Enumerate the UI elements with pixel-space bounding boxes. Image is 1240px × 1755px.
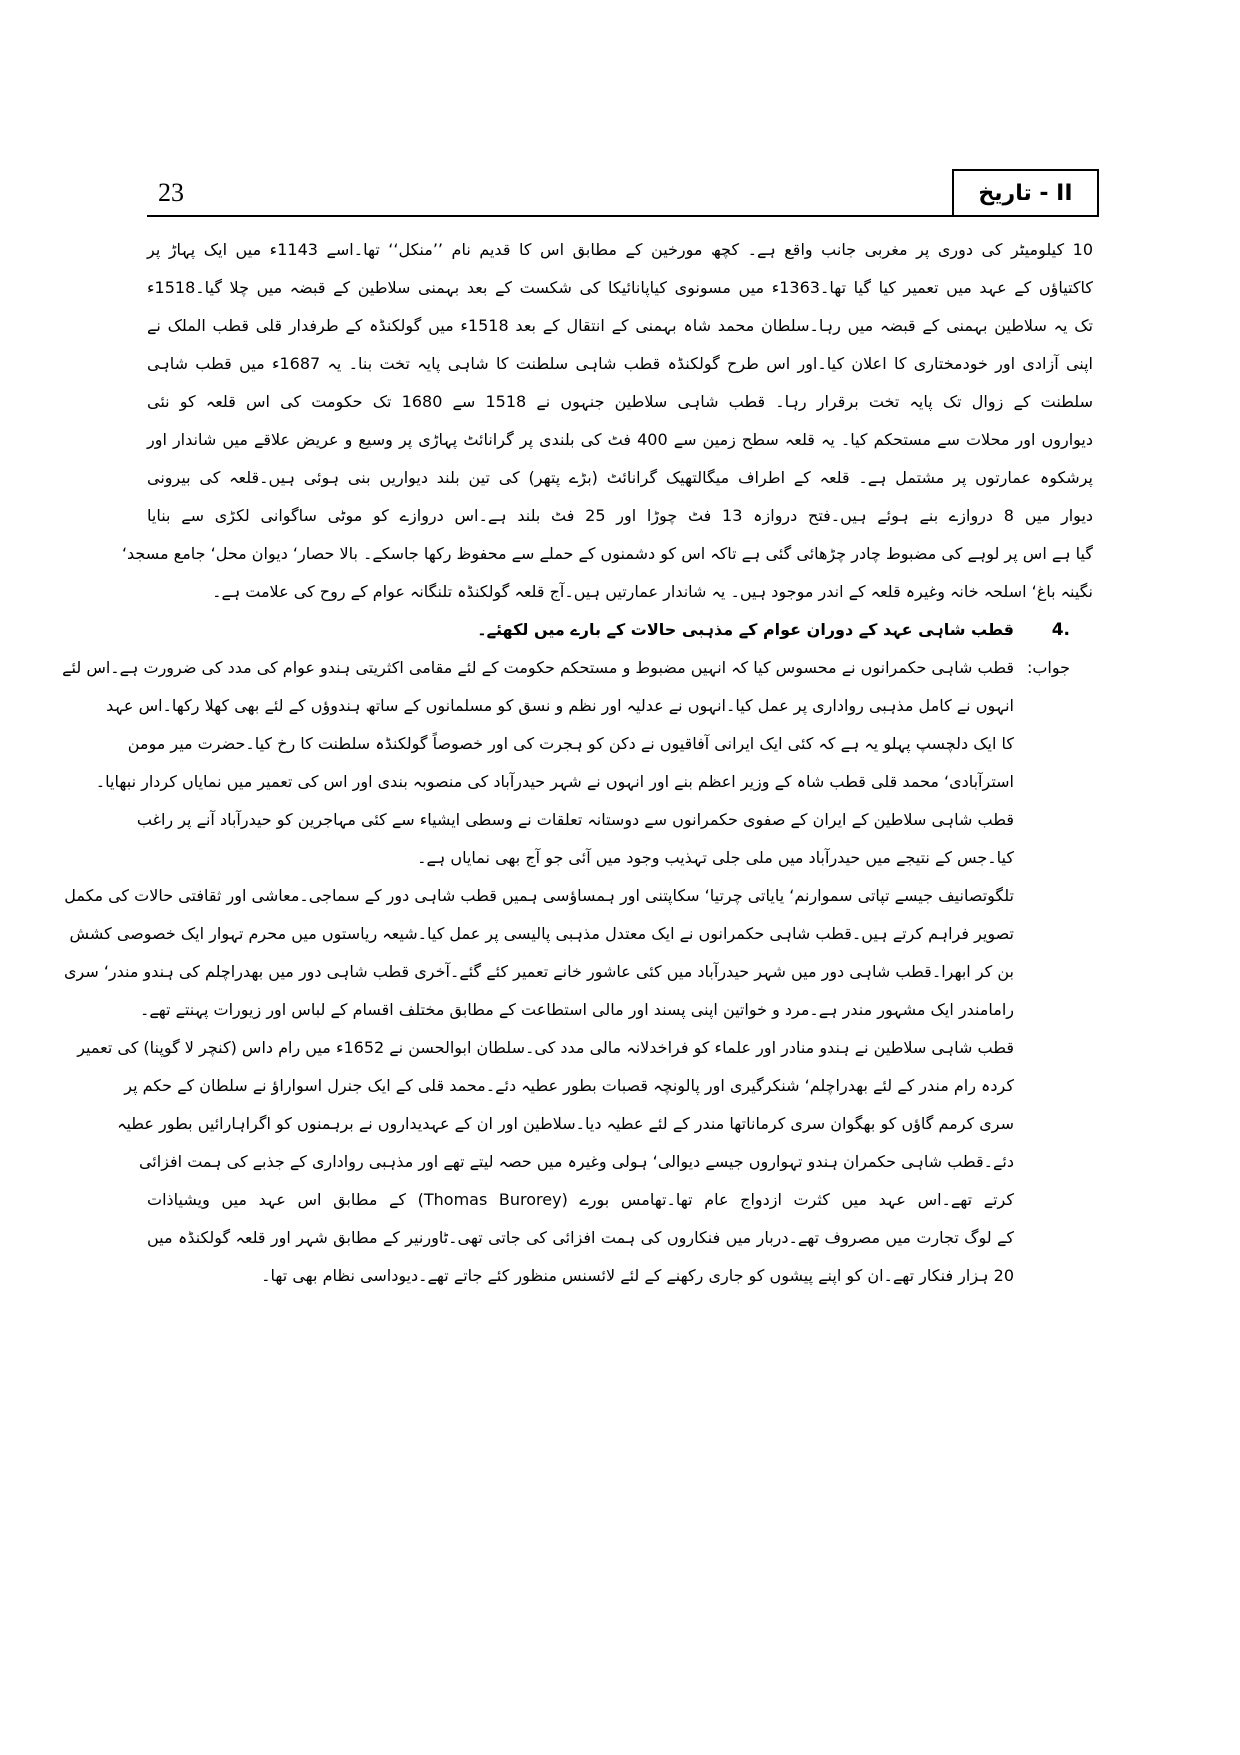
- answer-line: 20 ہزار فنکار تھے۔ان کو اپنے پیشوں کو جاری رکھنے کے لئے لائسنس منظور کئے جاتے تھے۔دیوداسی نظام بھی تھا۔: [261, 1266, 1014, 1285]
- continuation-line: گیا ہے اس پر لوہے کی مضبوط چادر چڑھائی گئی ہے تاکہ اس کو دشمنوں کے حملے سے محفوظ رکھا جاسکے۔ بالا حصار‘ دیوان محل‘ جامع مسجد‘: [121, 544, 1093, 563]
- answer-line: تصویر فراہم کرتے ہیں۔قطب شاہی حکمرانوں نے ایک معتدل مذہبی پالیسی پر عمل کیا۔شیعہ ریاستوں میں محرم تہوار ایک خصوصی کشش: [69, 924, 1014, 943]
- answer-paragraph: [77, 1029, 1014, 1295]
- header-rule: [147, 215, 1099, 217]
- continuation-line: 10 کیلومیٹر کی دوری پر مغربی جانب واقع ہے۔ کچھ مورخین کے مطابق اس کا قدیم نام ’’منکل‘‘ تھا۔اسے 1143ء میں ایک پہاڑ پر: [147, 240, 1093, 259]
- continuation-line: اپنی آزادی اور خودمختاری کا اعلان کیا۔اور اس طرح گولکنڈہ قطب شاہی سلطنت کا شاہی پایہ تخت بنا۔ یہ 1687ء میں قطب شاہی: [147, 354, 1094, 373]
- answer: [62, 649, 1093, 1295]
- answer-line: کرتے تھے۔اس عہد میں کثرت ازدواج عام تھا۔تھامس بورے (Thomas Burorey) کے مطابق اس عہد میں ویشیاذات: [147, 1190, 1014, 1209]
- question: [147, 611, 1093, 649]
- answer-line: کے لوگ تجارت میں مصروف تھے۔دربار میں فنکاروں کی ہمت افزائی کی جاتی تھی۔ٹاورنیر کے مطابق شہر اور قلعہ گولکنڈہ میں: [147, 1228, 1014, 1247]
- subject-title: تاریخ - II: [978, 181, 1073, 206]
- answer-line: کا ایک دلچسپ پہلو یہ ہے کہ کئی ایک ایرانی آفاقیوں نے دکن کو ہجرت کی اور خصوصاً گولکنڈہ سلطنت کا رخ کیا۔حضرت میر مومن: [127, 734, 1014, 753]
- subject-title-box: [952, 169, 1099, 217]
- answer-line: کردہ رام مندر کے لئے بھدراچلم‘ شنکرگیری اور پالونچہ قصبات بطور عطیہ دئے۔محمد قلی کے ایک جنرل اسواراؤ نے سلطان کے حکم پر: [124, 1076, 1014, 1095]
- continuation-line: پرشکوہ عمارتوں پر مشتمل ہے۔ قلعہ کے اطراف میگالتھیک گرانائٹ (بڑے پتھر) کی تین بلند دیواریں بنی ہوئی ہیں۔قلعہ کی بیرونی: [147, 468, 1093, 487]
- answer-line: انہوں نے کامل مذہبی رواداری پر عمل کیا۔انہوں نے عدلیہ اور نظم و نسق کو مسلمانوں کے ساتھ ہندوؤں کے لئے بھی کھلا رکھا۔اس عہد: [106, 696, 1014, 715]
- continuation-line: دیواروں اور محلات سے مستحکم کیا۔ یہ قلعہ سطح زمین سے 400 فٹ کی بلندی پر گرانائٹ پہاڑی پر وسیع و عریض علاقے میں شاندار اور: [147, 430, 1093, 449]
- answer-label: جواب:: [1026, 658, 1070, 677]
- answer-line: دئے۔قطب شاہی حکمران ہندو تہواروں جیسے دیوالی‘ ہولی وغیرہ میں حصہ لیتے تھے اور مذہبی رواداری کے جذبے کی ہمت افزائی: [138, 1152, 1014, 1171]
- answer-paragraph: [62, 649, 1014, 877]
- page-content: [62, 231, 1094, 1295]
- question-number: 4.: [1051, 620, 1070, 640]
- continuation-line: دیوار میں 8 دروازے بنے ہوئے ہیں۔فتح دروازہ 13 فٹ چوڑا اور 25 فٹ بلند ہے۔اس دروازے کو موٹی ساگوانی لکڑی سے بنایا: [147, 506, 1094, 525]
- continuation-line: تک یہ سلاطین بہمنی کے قبضہ میں رہا۔سلطان محمد شاہ بہمنی کے انتقال کے بعد 1518ء میں گولکنڈہ کے طرفدار قلی قطب الملک نے: [147, 316, 1094, 335]
- answer-line: قطب شاہی حکمرانوں نے محسوس کیا کہ انہیں مضبوط و مستحکم حکومت کے لئے مقامی اکثریتی ہندو عوام کی مدد کی ضرورت ہے۔اس لئے: [62, 658, 1014, 677]
- answer-line: تلگوتصانیف جیسے تپاتی سموارنم‘ یایاتی چرتیا‘ سکاپتنی اور ہمساؤسی ہمیں قطب شاہی دور کے سماجی۔معاشی اور ثقافتی حالات کی مکمل: [64, 886, 1014, 905]
- answer-line: قطب شاہی سلاطین نے ہندو منادر اور علماء کو فراخدلانہ مالی مدد کی۔سلطان ابوالحسن نے 1652ء میں رام داس (کنچر لا گوپنا) کی تعمیر: [77, 1038, 1014, 1057]
- continuation-line: کاکتیاؤں کے عہد میں تعمیر کیا گیا تھا۔1363ء میں مسونوی کیاپانائیکا کی شکست کے بعد بہمنی سلاطین کے قبضہ میں چلا گیا۔1518ء: [147, 278, 1094, 297]
- answer-line: سری کرمم گاؤں کو بھگوان سری کرماناتھا مندر کے لئے عطیہ دیا۔سلاطین اور ان کے عہدیداروں نے برہمنوں کو اگراہارائیں بطور عطیہ: [117, 1114, 1014, 1133]
- answer-paragraph: [63, 877, 1014, 1029]
- answer-line: استرآبادی‘ محمد قلی قطب شاہ کے وزیر اعظم بنے اور انہوں نے شہر حیدرآباد کی منصوبہ بندی اور اس کی تعمیر میں نمایاں کردار نبھایا۔: [95, 772, 1014, 791]
- continuation-paragraph: [121, 231, 1094, 611]
- question-text: قطب شاہی عہد کے دوران عوام کے مذہبی حالات کے بارے میں لکھئے۔: [477, 620, 1014, 639]
- page-number: 23: [158, 178, 184, 207]
- answer-line: رامامندر ایک مشہور مندر ہے۔مرد و خواتین اپنی پسند اور مالی استطاعت کے مطابق مختلف اقسام کے لباس اور زیورات پہنتے تھے۔: [139, 1000, 1014, 1019]
- continuation-line: نگینہ باغ‘ اسلحہ خانہ وغیرہ قلعہ کے اندر موجود ہیں۔ یہ شاندار عمارتیں ہیں۔آج قلعہ گولکنڈہ تلنگانہ عوام کے روح کی علامت ہے۔: [212, 582, 1093, 601]
- continuation-line: سلطنت کے زوال تک پایہ تخت برقرار رہا۔ قطب شاہی سلاطین جنہوں نے 1518 سے 1680 تک حکومت کی اس قلعہ کو نئی: [147, 392, 1094, 411]
- answer-line: کیا۔جس کے نتیجے میں حیدرآباد میں ملی جلی تہذیب وجود میں آئی جو آج بھی نمایاں ہے۔: [417, 848, 1014, 867]
- answer-line: قطب شاہی سلاطین کے ایران کے صفوی حکمرانوں سے دوستانہ تعلقات نے وسطی ایشیاء سے کئی مہاجرین کو حیدرآباد آنے پر راغب: [136, 810, 1014, 829]
- answer-line: بن کر ابھرا۔قطب شاہی دور میں شہر حیدرآباد میں کئی عاشور خانے تعمیر کئے گئے۔آخری قطب شاہی دور میں بھدراچلم کی ہندو مندر‘ سری: [63, 962, 1014, 981]
